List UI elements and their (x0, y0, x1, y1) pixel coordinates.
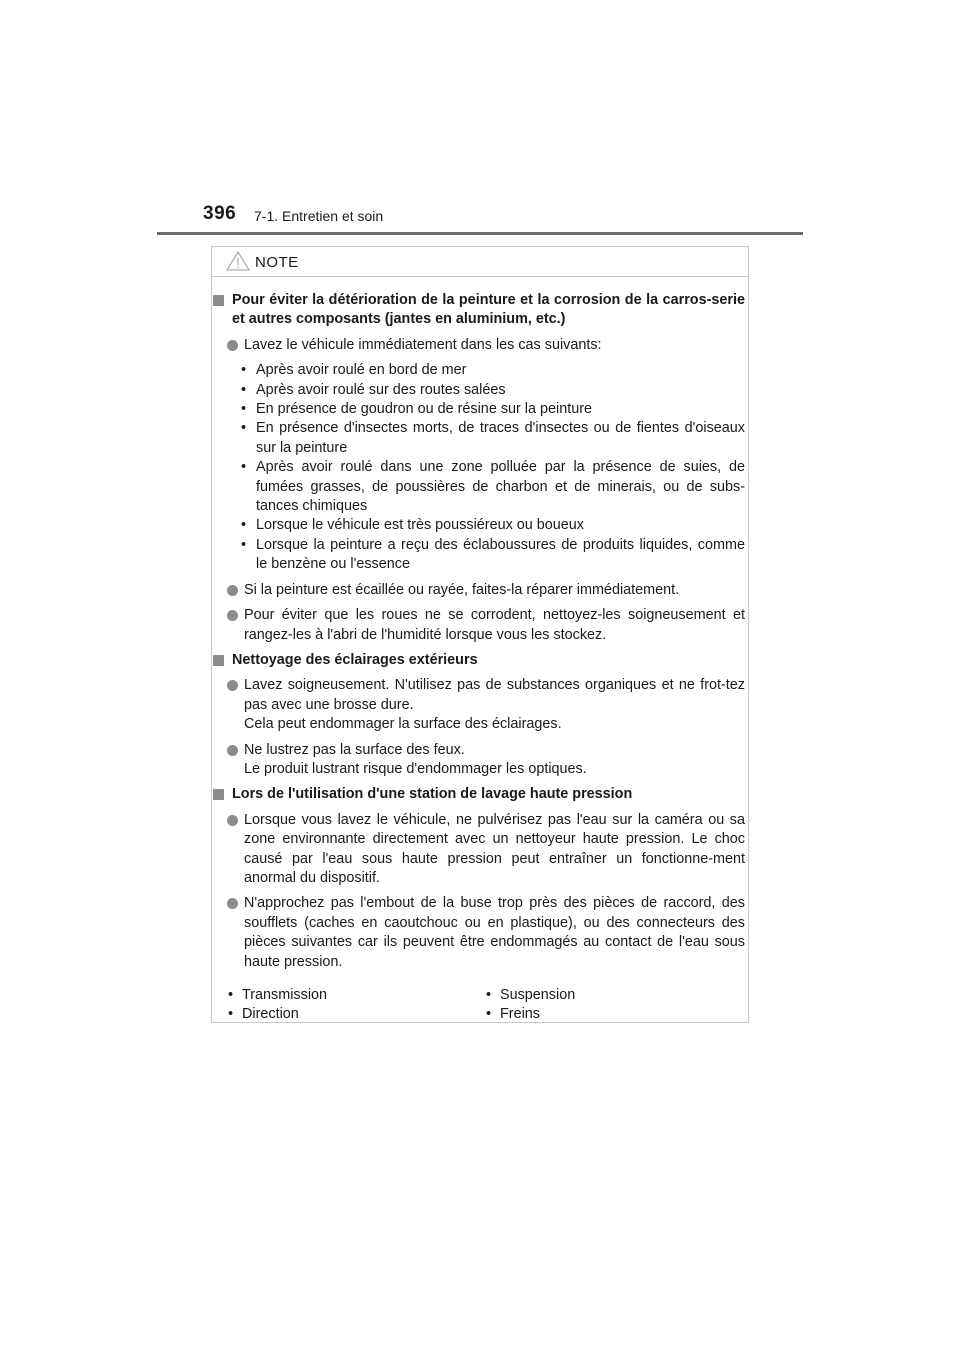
bullet-item: Si la peinture est écaillée ou rayée, faites-la réparer immédiatement. (213, 581, 745, 600)
square-bullet-icon (213, 789, 224, 800)
bullet-item: Lavez le véhicule immédiatement dans les cas suivants: (213, 336, 745, 355)
section-heading: Pour éviter la détérioration de la peinture et la corrosion de la carros-serie et autres composants (jantes en aluminium, etc.) (213, 291, 745, 330)
bullet-item: Lorsque vous lavez le véhicule, ne pulvérisez pas l'eau sur la caméra ou sa zone environnante directement avec un nettoyeur haute pression. Le choc causé par l'eau sous haute pression peut entraîner un fonctionne-ment anormal du dispositif. (213, 811, 745, 889)
warning-triangle-icon (226, 251, 250, 271)
page-number: 396 (203, 203, 237, 224)
circle-bullet-icon (227, 898, 238, 909)
sub-list (213, 361, 745, 574)
sub-item: • Après avoir roulé dans une zone polluée par la présence de suies, de fumées grasses, de poussières de charbon et de minerais, ou de subs-tances chimiques (241, 459, 745, 515)
sub-item: • Lorsque la peinture a reçu des éclaboussures de produits liquides, comme le benzène ou l'essence (241, 536, 745, 573)
circle-bullet-icon (227, 340, 238, 351)
square-bullet-icon (213, 295, 224, 306)
circle-bullet-icon (227, 745, 238, 756)
note-header (212, 247, 748, 277)
sub-item: • Freins (486, 1006, 540, 1023)
parts-column-right (471, 986, 729, 1025)
sub-item: • En présence de goudron ou de résine sur la peinture (241, 401, 593, 418)
section-heading: Nettoyage des éclairages extérieurs (213, 651, 745, 670)
note-box (211, 246, 749, 1023)
sub-item: • Après avoir roulé sur des routes salées (241, 381, 506, 398)
note-label: NOTE (255, 254, 299, 271)
bullet-item: Lavez soigneusement. N'utilisez pas de substances organiques et ne frot-tez pas avec une brosse dure. Cela peut endommager la surface des éclairages. (213, 676, 745, 734)
circle-bullet-icon (227, 585, 238, 596)
header-rule (157, 232, 803, 235)
section-heading: Lors de l'utilisation d'une station de lavage haute pression (213, 785, 745, 804)
bullet-item: Pour éviter que les roues ne se corrodent, nettoyez-les soigneusement et rangez-les à l'abri de l'humidité lorsque vous les stockez. (213, 606, 745, 645)
sub-item: • Lorsque le véhicule est très poussiéreux ou boueux (241, 517, 584, 534)
sub-item: • Après avoir roulé en bord de mer (241, 362, 467, 379)
sub-item: • Direction (228, 1006, 299, 1023)
sub-item: • Transmission (228, 987, 328, 1003)
bullet-item: N'approchez pas l'embout de la buse trop près des pièces de raccord, des soufflets (caches en caoutchouc ou en plastique), ou des connecteurs des pièces suivantes car ils peuvent être endommagés au contact de l'eau sous haute pression. (213, 894, 745, 972)
square-bullet-icon (213, 655, 224, 666)
bullet-item: Ne lustrez pas la surface des feux. Le produit lustrant risque d'endommager les optiques. (213, 741, 745, 780)
note-content (213, 291, 745, 1025)
sub-item: • Suspension (486, 987, 576, 1003)
circle-bullet-icon (227, 815, 238, 826)
sub-item: • En présence d'insectes morts, de traces d'insectes ou de fientes d'oiseaux sur la peinture (241, 420, 745, 456)
parts-column-left (213, 986, 471, 1025)
parts-columns (213, 986, 745, 1025)
circle-bullet-icon (227, 680, 238, 691)
section-title: 7-1. Entretien et soin (254, 208, 384, 224)
circle-bullet-icon (227, 610, 238, 621)
